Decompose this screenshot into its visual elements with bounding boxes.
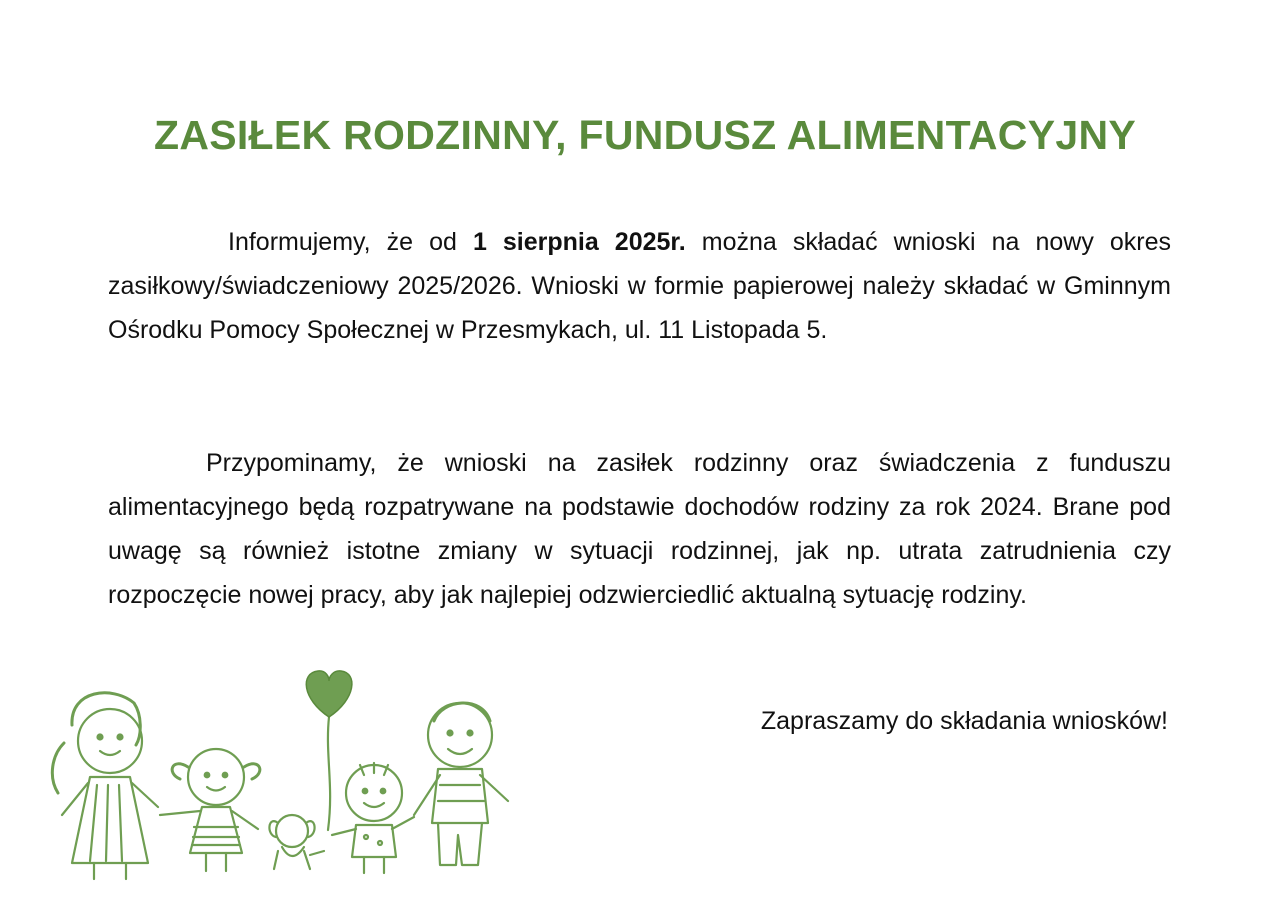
girl-figure bbox=[160, 749, 260, 871]
paragraph-1-rest: można składać wnioski na nowy okres zasiłkowy/świadczeniowy 2025/2026. Wnioski w formie papierowej należy składać w Gminnym Ośrodku Pomocy Społecznej w Przesmykach, ul. 11 Listopada 5. bbox=[108, 228, 1171, 344]
family-illustration bbox=[42, 665, 522, 887]
closing-line: Zapraszamy do składania wniosków! bbox=[760, 707, 1168, 735]
heart-balloon-icon bbox=[306, 671, 352, 717]
paragraph-2-text: Przypominamy, że wnioski na zasiłek rodzinny oraz świadczenia z funduszu alimentacyjnego będą rozpatrywane na podstawie dochodów rodziny za rok 2024. Brane pod uwagę są również istotne zmiany w sytuacji rodzinnej, jak np. utrata zatrudnienia czy rozpoczęcie nowej pracy, aby jak najlepiej odzwierciedlić aktualną sytuację rodziny. bbox=[108, 449, 1171, 609]
balloon-string bbox=[328, 717, 330, 830]
reminder-paragraph bbox=[108, 441, 1171, 617]
paragraph-1-start: Informujemy, że od bbox=[228, 228, 473, 256]
father-figure bbox=[414, 703, 508, 865]
mother-figure bbox=[52, 693, 158, 879]
announcement-paragraph bbox=[108, 220, 1171, 352]
page-title: ZASIŁEK RODZINNY, FUNDUSZ ALIMENTACYJNY bbox=[153, 112, 1137, 158]
dog-figure bbox=[269, 815, 324, 869]
date-highlight: 1 sierpnia 2025r. bbox=[472, 228, 686, 256]
boy-figure bbox=[332, 763, 414, 873]
